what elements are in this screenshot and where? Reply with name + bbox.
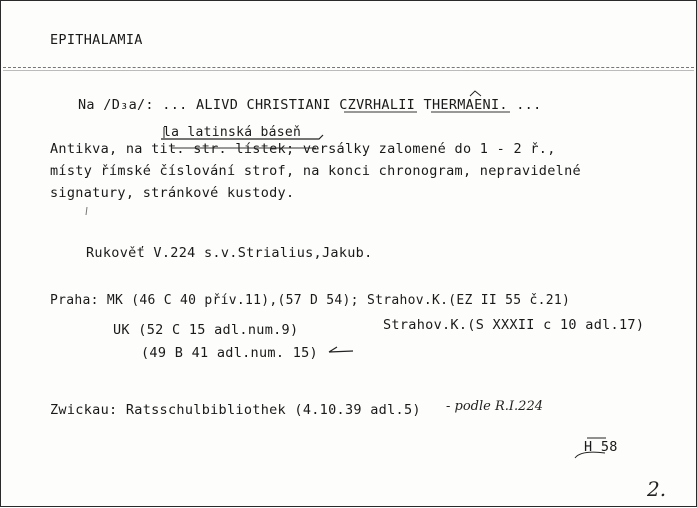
title-line: Na /D₃a/: ... ALIVD CHRISTIANI CZVRHALII THERMAENI. ... xyxy=(78,97,542,113)
shelfmark: H 58 xyxy=(584,439,618,455)
holdings-strahov: Strahov.K.(S XXXII c 10 adl.17) xyxy=(383,317,645,333)
arrow-mark xyxy=(329,347,353,352)
holdings-uk-2: (49 B 41 adl.num. 15) xyxy=(141,345,318,361)
holdings-praha: Praha: MK (46 C 40 přív.11),(57 D 54); Strahov.K.(EZ II 55 č.21) xyxy=(50,293,571,308)
handwritten-note: - podle R.I.224 xyxy=(446,399,543,414)
shelfmark-stroke xyxy=(575,452,605,458)
accent-mark xyxy=(470,91,481,96)
stray-mark xyxy=(86,207,87,215)
holdings-uk: UK (52 C 15 adl.num.9) xyxy=(113,322,299,338)
description-line-2: místy římské číslování strof, na konci chronogram, nepravidelné xyxy=(50,163,581,179)
handwritten-insertion: la latinská báseň xyxy=(163,125,302,140)
page-mark: 2. xyxy=(647,477,667,501)
zwickau-line: Zwickau: Ratsschulbibliothek (4.10.39 adl.5) xyxy=(50,402,421,418)
insertion-line xyxy=(161,135,323,139)
description-line-3: signatury, stránkové kustody. xyxy=(50,185,295,201)
card-heading: EPITHALAMIA xyxy=(50,32,143,48)
description-line-1: Antikva, na tit. str. lístek; versálky zalomené do 1 - 2 ř., xyxy=(50,141,556,157)
pencil-marks xyxy=(1,1,697,508)
reference-line: Rukověť V.224 s.v.Strialius,Jakub. xyxy=(86,245,373,261)
